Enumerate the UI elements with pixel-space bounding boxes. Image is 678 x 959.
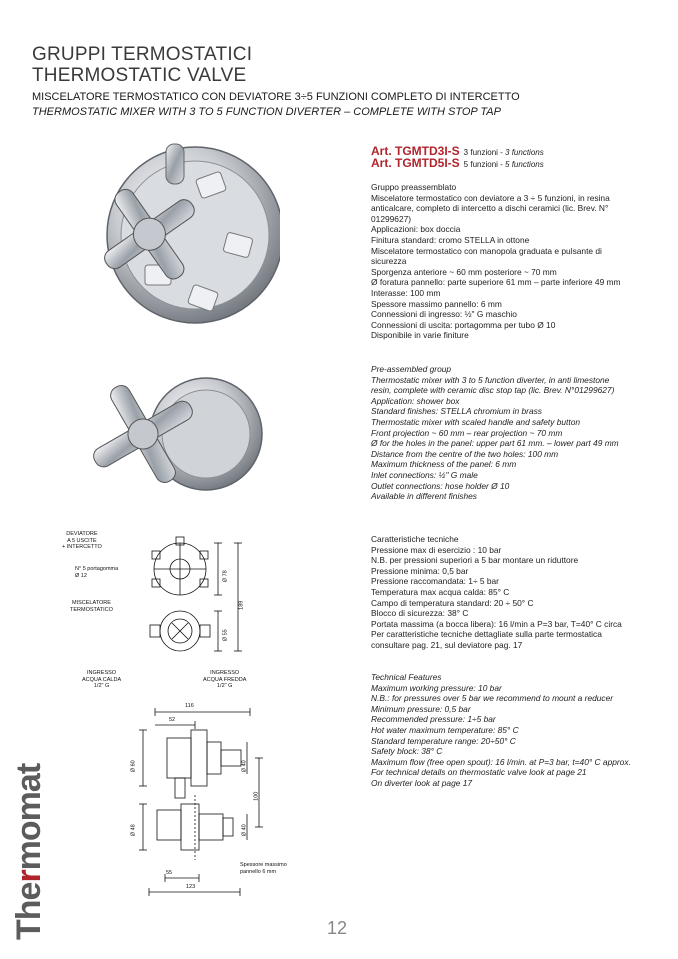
text-line: Portata massima (a bocca libera): 16 l/min a P=3 bar, T=40° C circa (371, 618, 622, 629)
text-line: Thermostatic mixer with scaled handle and safety button (371, 416, 581, 427)
subtitle-it: MISCELATORE TERMOSTATICO CON DEVIATORE 3÷5 FUNZIONI COMPLETO DI INTERCETTO (32, 91, 520, 103)
text-line: Pressione minima: 0,5 bar (371, 565, 469, 576)
text-line: Pressione max di esercizio : 10 bar (371, 544, 502, 555)
text-line: Standard temperature range: 20÷50° C (371, 735, 516, 746)
text-line: Caratteristiche tecniche (371, 534, 459, 544)
dim-100: 100 (253, 791, 260, 801)
dim-52: 52 (169, 717, 176, 723)
text-line: Maximum working pressure: 10 bar (371, 682, 502, 693)
dim-diameter-60: Ø 60 (130, 760, 137, 773)
dim-diameter-55: Ø 55 (222, 629, 229, 642)
article-code-5 (371, 157, 544, 171)
text-line: Maximum thickness of the panel: 6 mm (371, 459, 517, 470)
text-line: Finitura standard: cromo STELLA in ottone (371, 234, 530, 245)
page-number: 12 (327, 918, 348, 938)
text-line: Standard finishes: STELLA chromium in brass (371, 406, 542, 417)
text-line: Safety block: 38° C (371, 746, 443, 757)
text-line: Sporgenza anteriore ~ 60 mm posteriore ~ 70 mm (371, 266, 557, 277)
text-line: sicurezza (371, 256, 407, 267)
technical-features-english (371, 672, 661, 789)
text-line: N.B.: for pressures over 5 bar we recommend to mount a reducer (371, 693, 614, 704)
text-line: Spessore massimo pannello: 6 mm (371, 298, 502, 309)
text-line: 01299627) (371, 213, 412, 224)
description-italian (371, 182, 661, 341)
dim-diameter-78: Ø 78 (222, 570, 229, 583)
text-line: Application: shower box (371, 395, 460, 406)
text-line: Ø for the holes in the panel: upper part 61 mm. – lower part 49 mm (371, 438, 619, 449)
text-line: Per caratteristiche tecniche dettagliate sulla parte termostatica (371, 629, 602, 640)
article-code: Art. TGMTD3I-S (371, 144, 460, 158)
text-line: On diverter look at page 17 (371, 777, 473, 788)
dim-diameter-40-top: Ø 40 (241, 760, 248, 773)
product-photo-diverter (90, 140, 280, 330)
dim-diameter-40-bottom: Ø 40 (241, 824, 248, 837)
dim-height-189: 189 (238, 600, 245, 610)
brand-logo: Thermomat (10, 763, 48, 940)
label-mixer: MISCELATORE TERMOSTATICO (70, 600, 113, 613)
text-line: Ø foratura pannello: parte superiore 61 mm – parte inferiore 49 mm (371, 277, 621, 288)
label-diverter: DEVIATORE A 5 USCITE + INTERCETTO (62, 531, 102, 550)
text-line: Connessioni di uscita: portagomma per tubo Ø 10 (371, 319, 556, 330)
article-functions: 3 funzioni - 3 functions (463, 148, 544, 157)
text-line: Technical Features (371, 672, 442, 682)
technical-features-italian (371, 534, 661, 651)
text-line: Hot water maximum temperature: 85° C (371, 724, 519, 735)
text-line: Applicazioni: box doccia (371, 224, 461, 235)
technical-drawing-front (130, 525, 250, 675)
text-line: anticalcare, completo di intercetto a dischi ceramici (lic. Brev. N° (371, 203, 609, 214)
text-line: Thermostatic mixer with 3 to 5 function diverter, in anti limestone (371, 374, 610, 385)
page-title-it: GRUPPI TERMOSTATICI (32, 44, 253, 65)
dim-123: 123 (186, 884, 196, 890)
page-title-en: THERMOSTATIC VALVE (32, 65, 247, 86)
text-line: consultare pag. 21, sul deviatore pag. 17 (371, 639, 523, 650)
text-line: Outlet connections: hose holder Ø 10 (371, 480, 510, 491)
subtitle-en: THERMOSTATIC MIXER WITH 3 TO 5 FUNCTION DIVERTER – COMPLETE WITH STOP TAP (32, 106, 501, 118)
text-line: Connessioni di ingresso: ½" G maschio (371, 309, 517, 320)
text-line: Minimum pressure: 0,5 bar (371, 703, 471, 714)
text-line: Recommended pressure: 1÷5 bar (371, 714, 496, 725)
text-line: Pre-assembled group (371, 364, 452, 374)
description-english (371, 364, 661, 502)
text-line: Interasse: 100 mm (371, 287, 441, 298)
text-line: Pressione raccomandata: 1÷ 5 bar (371, 576, 499, 587)
label-inlet-hot: INGRESSO ACQUA CALDA 1/2" G (82, 670, 122, 689)
article-functions: 5 funzioni - 5 functions (463, 160, 544, 169)
text-line: Blocco di sicurezza: 38° C (371, 608, 469, 619)
dim-116: 116 (185, 703, 194, 709)
product-photo-mixer (88, 372, 268, 497)
text-line: Miscelatore termostatico con deviatore a 3 ÷ 5 funzioni, in resina (371, 192, 610, 203)
text-line: Available in different finishes (371, 491, 477, 502)
label-inlet-cold: INGRESSO ACQUA FREDDA 1/2" G (203, 670, 247, 689)
text-line: Maximum flow (free open spout): 16 l/min. at P=3 bar, t=40° C approx. (371, 756, 631, 767)
text-line: Gruppo preassemblato (371, 182, 457, 192)
text-line: Front projection ~ 60 mm – rear projection ~ 70 mm (371, 427, 563, 438)
dim-diameter-48: Ø 48 (130, 824, 137, 837)
text-line: Temperatura max acqua calda: 85° C (371, 586, 510, 597)
text-line: Miscelatore termostatico con manopola graduata e pulsante di (371, 245, 602, 256)
text-line: N.B. per pressioni superiori a 5 bar montare un riduttore (371, 555, 579, 566)
dim-55: 55 (166, 870, 173, 876)
label-hose-holder: N° 5 portagomma Ø 12 (75, 566, 119, 579)
article-code: Art. TGMTD5I-S (371, 156, 460, 170)
text-line: resin, complete with ceramic disc stop tap (lic. Brev. N°01299627) (371, 385, 615, 396)
text-line: Campo di temperatura standard: 20 ÷ 50° C (371, 597, 534, 608)
text-line: Distance from the centre of the two holes: 100 mm (371, 448, 559, 459)
text-line: Inlet connections: ½" G male (371, 469, 478, 480)
text-line: For technical details on thermostatic valve look at page 21 (371, 767, 587, 778)
text-line: Disponibile in varie finiture (371, 330, 469, 341)
panel-thickness-note: Spessore massimo pannello 6 mm (240, 862, 287, 875)
